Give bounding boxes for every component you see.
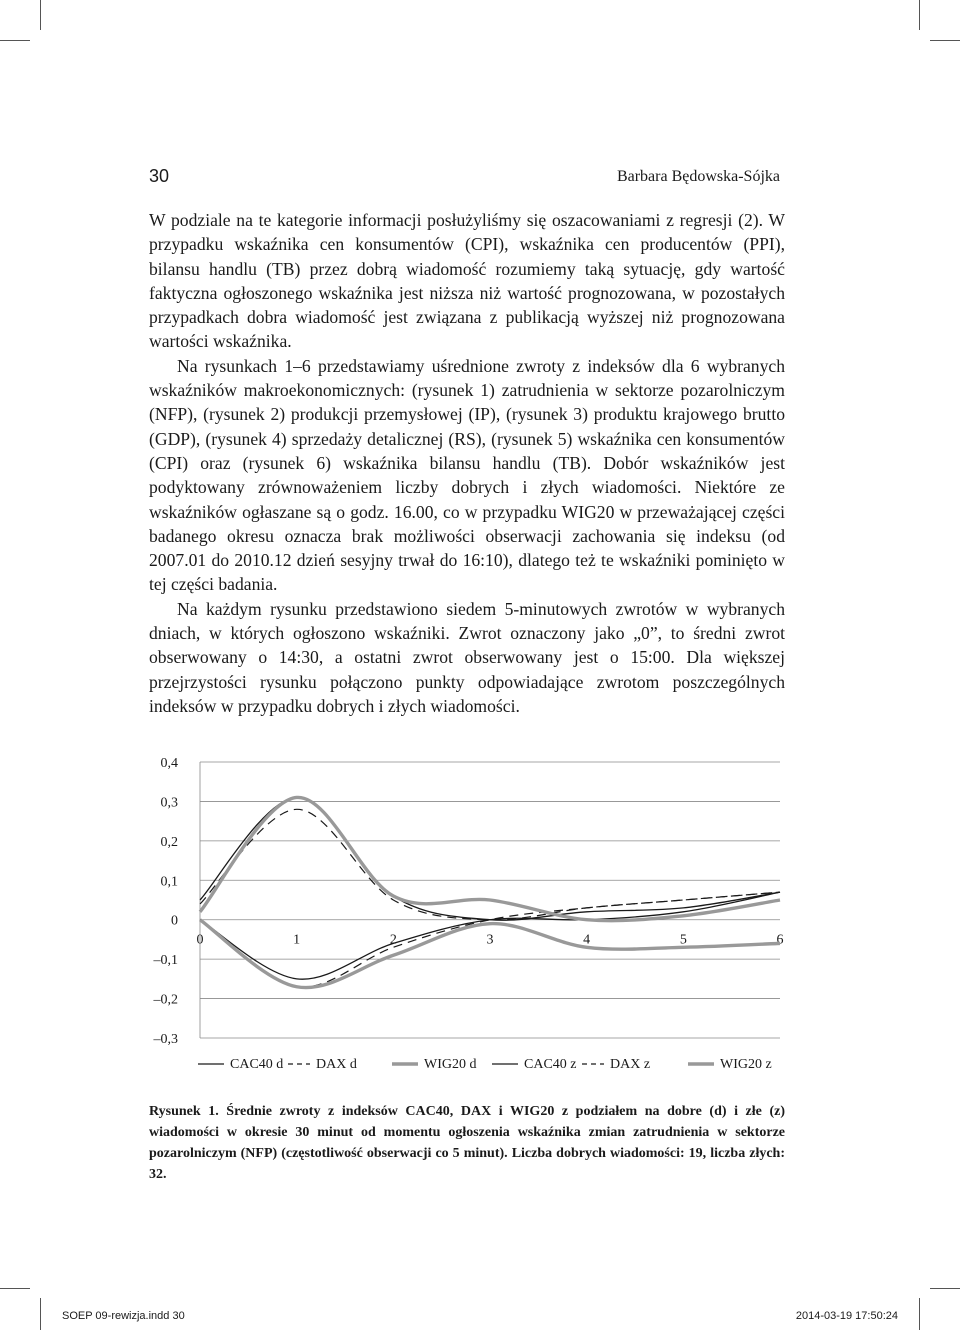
crop-mark xyxy=(0,1288,30,1289)
legend-label: CAC40 d xyxy=(230,1057,284,1072)
footer-file-name: SOEP 09-rewizja.indd 30 xyxy=(62,1310,185,1322)
x-tick-label: 4 xyxy=(583,932,591,948)
legend-label: WIG20 z xyxy=(720,1057,772,1072)
x-tick-label: 0 xyxy=(196,932,204,948)
y-tick-label: 0,3 xyxy=(160,795,178,811)
y-tick-label: –0,3 xyxy=(153,1032,178,1047)
series-line-wig20-z xyxy=(200,797,780,920)
legend-label: DAX d xyxy=(316,1057,357,1072)
y-tick-label: 0,4 xyxy=(160,756,178,771)
x-tick-label: 2 xyxy=(389,932,397,948)
crop-mark xyxy=(919,0,920,30)
figure-caption: Rysunek 1. Średnie zwroty z indeksów CAC40, DAX i WIG20 z podziałem na dobre (d) i złe (z) wiadomości w okresie 30 minut od momentu ogłoszenia wskaźnika zmian zatrudnienia w sektorze pozarolniczym (NFP) (częstotliwość obserwacji co 5 minut). Liczba dobrych wiadomości: 19, liczba złych: 32. xyxy=(149,1104,785,1182)
series-line-wig20-d xyxy=(200,920,780,988)
x-tick-label: 5 xyxy=(679,932,687,948)
x-tick-label: 3 xyxy=(486,932,494,948)
y-tick-label: 0,2 xyxy=(160,834,178,850)
y-tick-label: 0,1 xyxy=(160,874,178,890)
y-tick-label: –0,1 xyxy=(153,953,178,969)
x-tick-label: 1 xyxy=(293,932,301,948)
paragraph: Na każdym rysunku przedstawiono siedem 5-minutowych zwrotów w wybranych dniach, w których ogłoszono wskaźniki. Zwrot oznaczony jako „0”, to średni zwrot obserwowany o 14:30, a ostatni zwrot obserwowany jest o 15:00. Dla większej przejrzystości rysunku połączono punkty odpowiadające zwrotom poszczególnych indeksów w przypadku dobrych i złych wiadomości. xyxy=(149,598,785,716)
paragraph: Na rysunkach 1–6 przedstawiamy uśrednione zwroty z indeksów dla 6 wybranych wskaźników makroekonomicznych: (rysunek 1) zatrudnienia w sektorze pozarolniczym (NFP), (rysunek 2) produkcji przemysłowej (IP), (rysunek 3) produktu krajowego brutto (GDP), (rysunek 4) sprzedaży detalicznej (RS), (rysunek 5) wskaźnika cen konsumentów (CPI) oraz (rysunek 6) wskaźnika bilansu handlu (TB). Dobór wskaźników jest podyktowany zrównoważeniem liczby dobrych i złych wiadomości. Niektóre ze wskaźników ogłaszane są o godz. 16.00, co w przypadku WIG20 w przeważającej części badanego okresu oznacza brak możliwości obserwacji zachowania się indeksu (od 2007.01 do 2010.12 dzień sesyjny trwał do 16:10), dlatego też te wskaźniki pominięto w tej części badania. xyxy=(149,355,785,595)
y-tick-label: –0,2 xyxy=(153,992,178,1008)
crop-mark xyxy=(0,40,30,41)
footer-timestamp: 2014-03-19 17:50:24 xyxy=(795,1310,898,1322)
body-text xyxy=(149,208,785,718)
running-head-author: Barbara Będowska-Sójka xyxy=(616,168,780,185)
paragraph: W podziale na te kategorie informacji posłużyliśmy się oszacowaniami z regresji (2). W przypadku wskaźnika cen konsumentów (CPI), wskaźnika cen producentów (PPI), bilansu handlu (TB) przez dobrą wiadomość rozumiemy taką sytuację, gdy wartość faktyczna ogłoszonego wskaźnika jest niższa niż wartość prognozowana, w pozostałych przypadkach dobra wiadomość jest związana z publikacją wyższej niż prognozowana wartości wskaźnika. xyxy=(149,210,785,352)
crop-mark xyxy=(40,0,41,30)
crop-mark xyxy=(40,1298,41,1330)
legend-label: DAX z xyxy=(610,1057,651,1072)
crop-mark xyxy=(930,1288,960,1289)
x-tick-label: 6 xyxy=(776,932,784,948)
figure-line-chart xyxy=(120,750,800,1090)
crop-mark xyxy=(919,1298,920,1330)
page-number: 30 xyxy=(149,166,170,186)
crop-mark xyxy=(930,40,960,41)
series-line-cac40-z xyxy=(200,797,780,920)
legend-label: CAC40 z xyxy=(524,1057,577,1072)
y-tick-label: 0 xyxy=(171,913,178,929)
legend-label: WIG20 d xyxy=(424,1057,477,1072)
series-line-dax-z xyxy=(200,809,780,920)
